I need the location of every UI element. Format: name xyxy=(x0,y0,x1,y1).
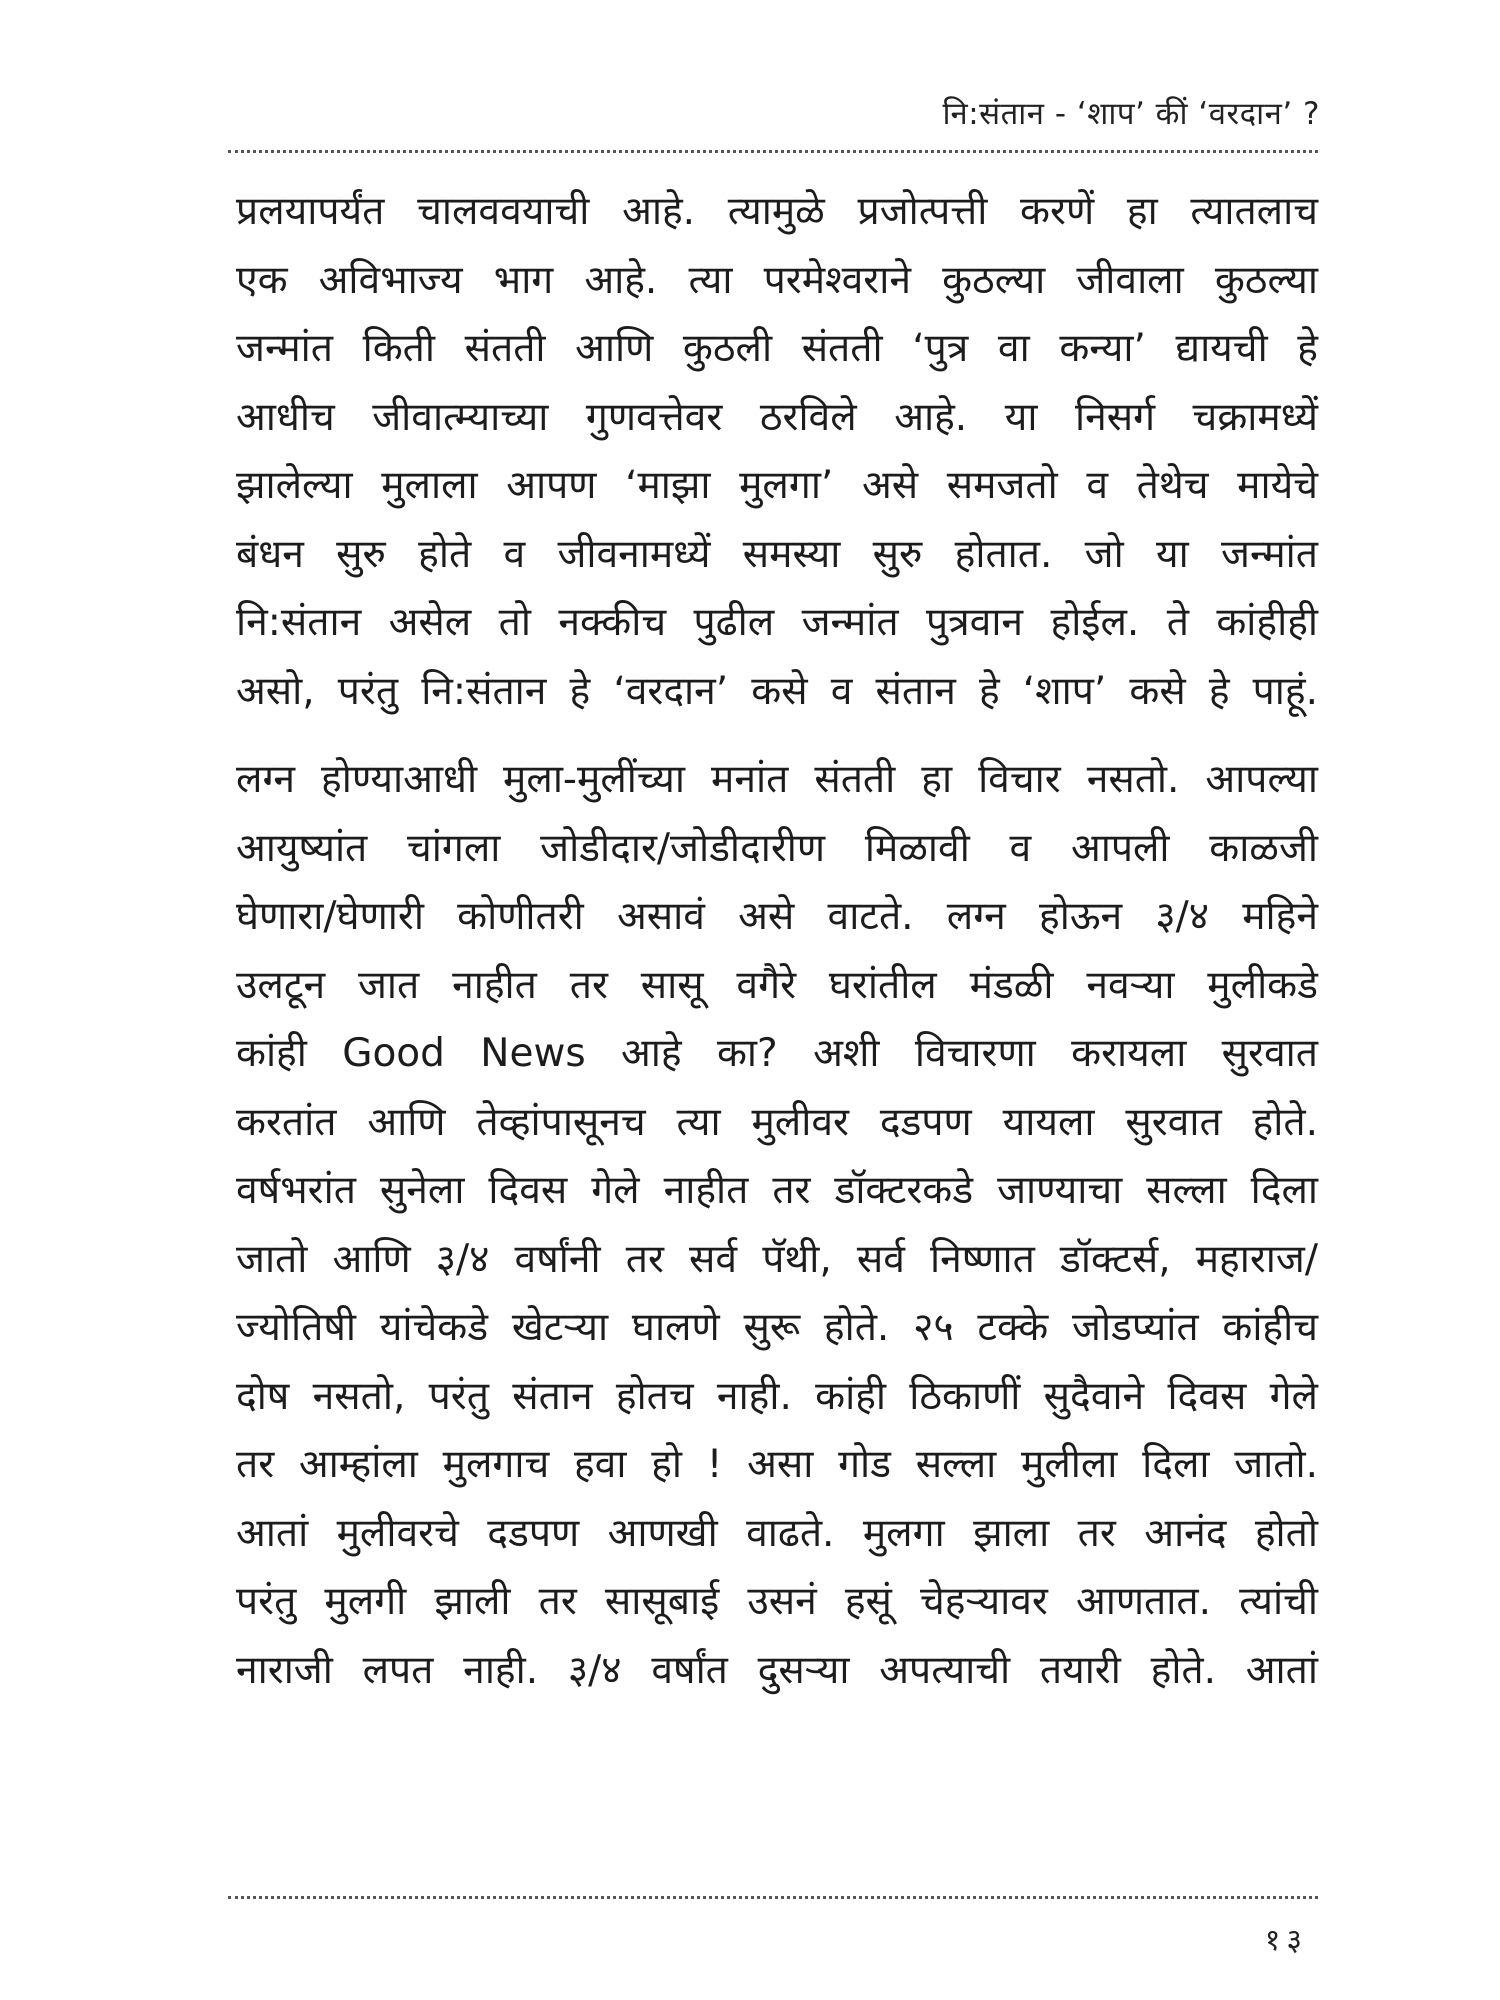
text-line: ज्योतिषी यांचेकडे खेटऱ्या घालणे सुरू होते. २५ टक्के जोडप्यांत कांहीच xyxy=(236,1305,1318,1350)
running-header: नि:संतान - ‘शाप’ कीं ‘वरदान’ ? xyxy=(942,96,1320,132)
text-line: झालेल्या मुलाला आपण ‘माझा मुलगा’ असे समजतो व तेथेच मायेचे xyxy=(236,463,1318,508)
text-line: करतांत आणि तेव्हांपासूनच त्या मुलीवर दडपण यायला सुरवात होते. xyxy=(236,1099,1318,1145)
paragraph-1 xyxy=(236,178,1318,726)
text-line: आधीच जीवात्म्याच्या गुणवत्तेवर ठरविले आहे. या निसर्ग चक्रामध्यें xyxy=(236,394,1318,440)
text-line: कांही Good News आहे का? अशी विचारणा करायला सुरवात xyxy=(236,1031,1318,1076)
text-line: बंधन सुरु होते व जीवनामध्यें समस्या सुरु होतात. जो या जन्मांत xyxy=(236,531,1318,577)
text-line: उलटून जात नाहीत तर सासू वगैरे घरांतील मंडळी नवऱ्या मुलीकडे xyxy=(236,962,1318,1008)
text-line: वर्षभरांत सुनेला दिवस गेले नाहीत तर डॉक्टरकडे जाण्याचा सल्ला दिला xyxy=(236,1168,1318,1213)
footer-dotted-rule xyxy=(228,1896,1318,1899)
text-line: प्रलयापर्यंत चालववयाची आहे. त्यामुळे प्रजोत्पत्ती करणें हा त्यातलाच xyxy=(236,189,1318,234)
page-number: १३ xyxy=(1264,1923,1308,1958)
text-line: जन्मांत किती संतती आणि कुठली संतती ‘पुत्र वा कन्या’ द्यायची हे xyxy=(236,326,1318,371)
text-line: एक अविभाज्य भाग आहे. त्या परमेश्वराने कुठल्या जीवाला कुठल्या xyxy=(236,257,1318,303)
text-line: नाराजी लपत नाही. ३/४ वर्षांत दुसऱ्या अपत्याची तयारी होते. आतां xyxy=(236,1647,1318,1693)
header-dotted-rule xyxy=(228,150,1318,153)
text-line: घेणारा/घेणारी कोणीतरी असावं असे वाटते. लग्न होऊन ३/४ महिने xyxy=(236,894,1318,939)
text-line: आतां मुलीवरचे दडपण आणखी वाढते. मुलगा झाला तर आनंद होतो xyxy=(236,1510,1318,1556)
text-line: जातो आणि ३/४ वर्षांनी तर सर्व पॅथी, सर्व निष्णात डॉक्टर्स, महाराज/ xyxy=(236,1236,1318,1282)
text-line: नि:संतान असेल तो नक्कीच पुढील जन्मांत पुत्रवान होईल. ते कांहीही xyxy=(236,600,1318,645)
paragraph-2 xyxy=(236,746,1318,1705)
body-text xyxy=(236,178,1318,1705)
text-line: तर आम्हांला मुलगाच हवा हो ! असा गोड सल्ला मुलीला दिला जातो. xyxy=(236,1442,1318,1487)
text-line: लग्न होण्याआधी मुला-मुलींच्या मनांत संतती हा विचार नसतो. आपल्या xyxy=(236,757,1318,802)
text-line: असो, परंतु नि:संतान हे ‘वरदान’ कसे व संतान हे ‘शाप’ कसे हे पाहूं. xyxy=(236,668,1318,714)
text-line: परंतु मुलगी झाली तर सासूबाई उसनं हसूं चेहऱ्यावर आणतात. त्यांची xyxy=(236,1579,1318,1624)
text-line: दोष नसतो, परंतु संतान होतच नाही. कांही ठिकाणीं सुदैवाने दिवस गेले xyxy=(236,1373,1318,1419)
text-line: आयुष्यांत चांगला जोडीदार/जोडीदारीण मिळावी व आपली काळजी xyxy=(236,825,1318,871)
